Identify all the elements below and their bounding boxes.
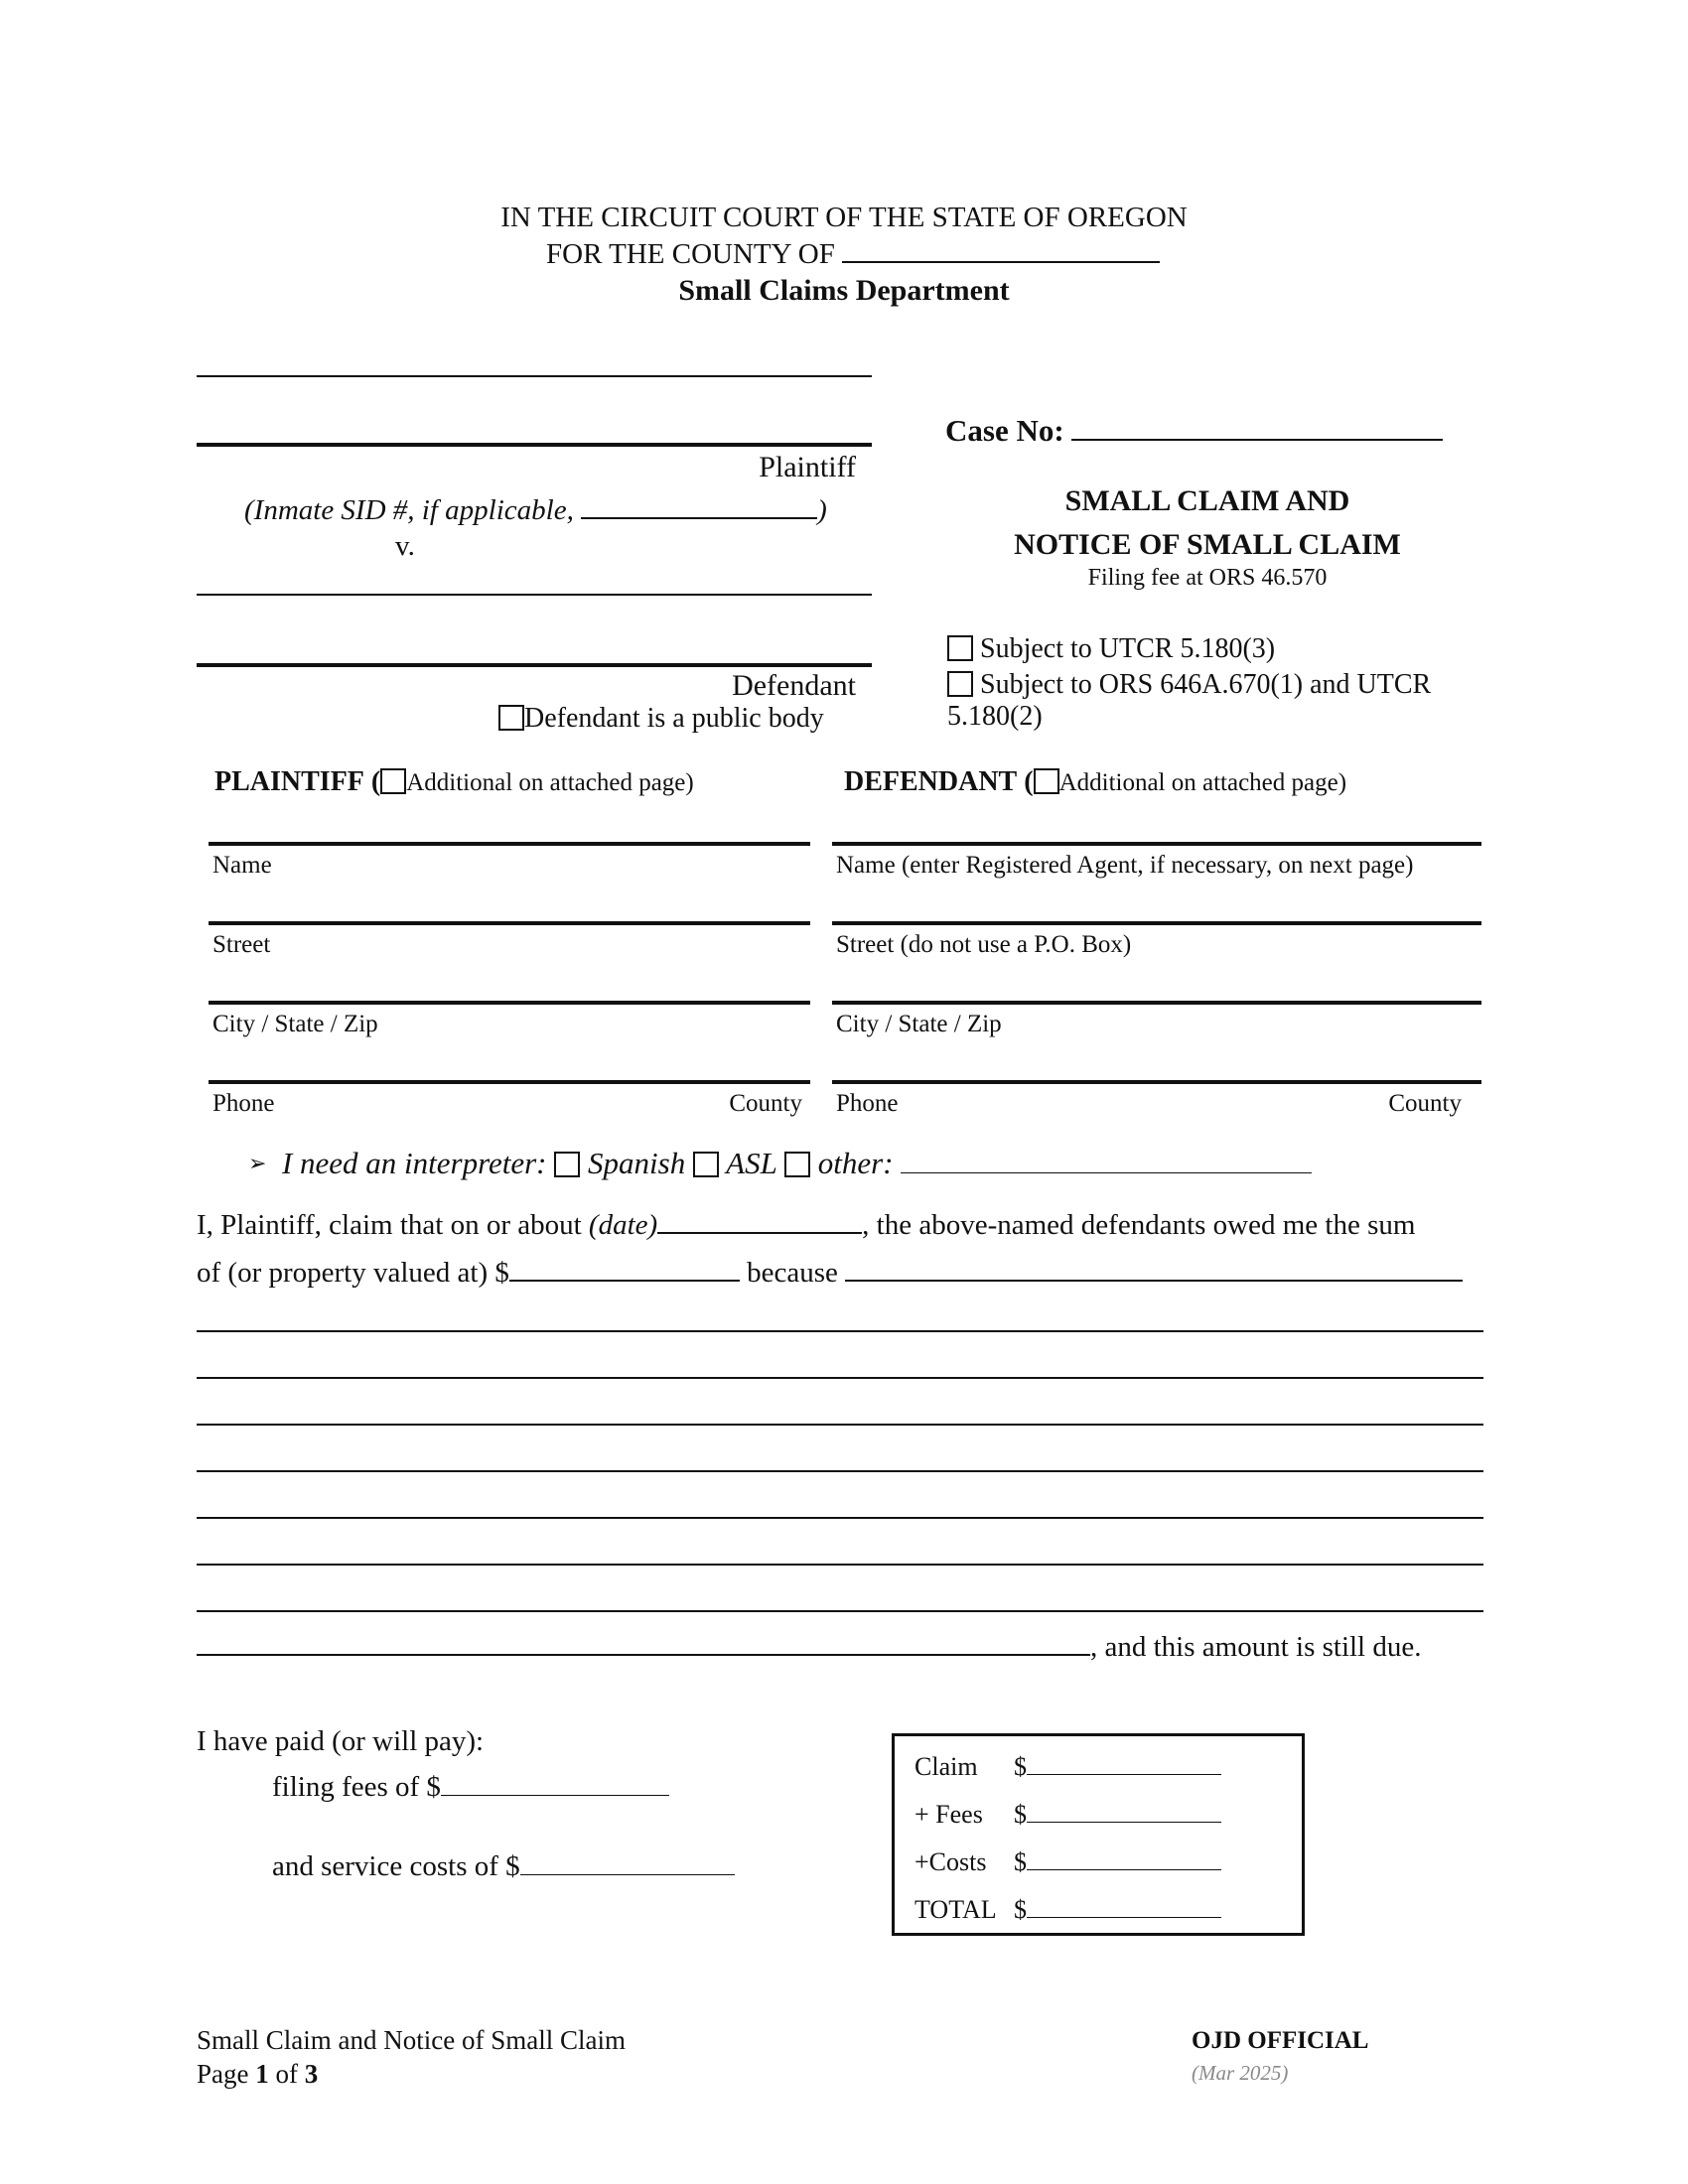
claim-reason-line-6[interactable]	[197, 1564, 1483, 1566]
filing-fees-field[interactable]	[441, 1795, 669, 1796]
totals-total-field[interactable]	[1027, 1917, 1221, 1918]
court-line: IN THE CIRCUIT COURT OF THE STATE OF OREGON	[500, 202, 1188, 233]
plaintiff-street-field[interactable]	[209, 921, 810, 925]
interpreter-spanish-checkbox[interactable]	[554, 1152, 580, 1177]
defendant-name-field[interactable]	[832, 842, 1481, 846]
interpreter-asl-checkbox[interactable]	[693, 1152, 719, 1177]
footer-page-number: Page 1 of 3	[197, 2059, 319, 2089]
county-line: FOR THE COUNTY OF	[546, 238, 1160, 271]
subject-utcr-checkbox[interactable]	[947, 635, 973, 661]
interpreter-row: ➢ I need an interpreter: Spanish ASL other:	[248, 1146, 1312, 1181]
plaintiff-caption-label: Plaintiff	[759, 451, 856, 483]
claim-reason-line-5[interactable]	[197, 1517, 1483, 1519]
defendant-street-field[interactable]	[832, 921, 1481, 925]
plaintiff-phone-field[interactable]	[209, 1080, 810, 1084]
totals-box	[892, 1733, 1305, 1936]
subject-ors-continued: 5.180(2)	[947, 701, 1043, 732]
plaintiff-county-label: County	[729, 1090, 802, 1117]
county-field[interactable]	[842, 261, 1160, 263]
claim-reason-field[interactable]	[845, 1280, 1463, 1282]
defendant-additional-checkbox[interactable]	[1034, 768, 1059, 794]
plaintiff-city-label: City / State / Zip	[212, 1011, 378, 1037]
defendant-county-label: County	[1388, 1090, 1462, 1117]
claim-reason-line-8[interactable]	[197, 1654, 1090, 1656]
defendant-name-line-2[interactable]	[197, 663, 872, 667]
service-costs-field[interactable]	[520, 1874, 735, 1875]
plaintiff-name-label: Name	[212, 852, 272, 879]
totals-fees-row: + Fees $	[914, 1800, 1221, 1830]
case-no-field[interactable]	[1071, 439, 1443, 441]
department-title: Small Claims Department	[678, 274, 1010, 307]
claim-amount-field[interactable]	[509, 1280, 740, 1282]
interpreter-other-field[interactable]	[901, 1172, 1312, 1173]
defendant-city-field[interactable]	[832, 1001, 1481, 1005]
form-title-line-1: SMALL CLAIM AND	[1064, 484, 1350, 517]
totals-claim-field[interactable]	[1027, 1774, 1221, 1775]
plaintiff-block-heading: PLAINTIFF ( Additional on attached page)	[214, 766, 694, 797]
defendant-phone-field[interactable]	[832, 1080, 1481, 1084]
form-title-line-2: NOTICE OF SMALL CLAIM	[1014, 528, 1401, 561]
inmate-sid-field[interactable]	[581, 517, 817, 519]
paid-label: I have paid (or will pay):	[197, 1725, 485, 1757]
claim-line-1: I, Plaintiff, claim that on or about (date) , the above-named defendants owed me the sum	[197, 1209, 1416, 1241]
totals-total-row: TOTAL $	[914, 1895, 1221, 1925]
defendant-name-line-1[interactable]	[197, 594, 872, 596]
claim-date-field[interactable]	[657, 1232, 862, 1234]
arrow-bullet-icon: ➢	[248, 1151, 267, 1175]
claim-line-2: of (or property valued at) $ because	[197, 1257, 1463, 1290]
defendant-phone-label: Phone	[836, 1090, 899, 1117]
defendant-block-heading: DEFENDANT ( Additional on attached page)	[844, 766, 1347, 797]
claim-closing-row: , and this amount is still due.	[197, 1631, 1422, 1664]
claim-reason-line-4[interactable]	[197, 1470, 1483, 1472]
totals-costs-field[interactable]	[1027, 1869, 1221, 1870]
plaintiff-street-label: Street	[212, 931, 271, 958]
claim-reason-line-7[interactable]	[197, 1610, 1483, 1612]
footer-revision-date: (Mar 2025)	[1192, 2061, 1289, 2085]
totals-fees-field[interactable]	[1027, 1822, 1221, 1823]
filing-fees-row: filing fees of $	[272, 1771, 669, 1804]
defendant-caption-label: Defendant	[732, 669, 856, 702]
interpreter-other-checkbox[interactable]	[784, 1152, 810, 1177]
footer-official-label: OJD OFFICIAL	[1192, 2027, 1369, 2054]
defendant-street-label: Street (do not use a P.O. Box)	[836, 931, 1132, 958]
plaintiff-additional-checkbox[interactable]	[380, 768, 406, 794]
defendant-name-label: Name (enter Registered Agent, if necessary, on next page)	[836, 852, 1414, 879]
plaintiff-city-field[interactable]	[209, 1001, 810, 1005]
public-body-checkbox[interactable]	[498, 705, 524, 731]
footer-form-name: Small Claim and Notice of Small Claim	[197, 2025, 626, 2055]
claim-reason-line-1[interactable]	[197, 1330, 1483, 1332]
plaintiff-phone-label: Phone	[212, 1090, 275, 1117]
inmate-sid-line: (Inmate SID #, if applicable, )	[244, 494, 827, 526]
versus-label: v.	[395, 530, 415, 562]
case-no-row: Case No:	[945, 413, 1443, 449]
defendant-city-label: City / State / Zip	[836, 1011, 1002, 1037]
plaintiff-name-field[interactable]	[209, 842, 810, 846]
totals-claim-row: Claim $	[914, 1752, 1221, 1782]
court-heading	[397, 202, 1291, 234]
service-costs-row: and service costs of $	[272, 1850, 735, 1883]
public-body-row: Defendant is a public body	[498, 703, 824, 735]
totals-costs-row: +Costs $	[914, 1847, 1221, 1877]
claim-reason-line-3[interactable]	[197, 1424, 1483, 1426]
subject-ors-checkbox[interactable]	[947, 671, 973, 697]
plaintiff-name-line-1[interactable]	[197, 375, 872, 377]
subject-utcr-row: Subject to UTCR 5.180(3)	[947, 633, 1275, 665]
plaintiff-name-line-2[interactable]	[197, 443, 872, 447]
subject-ors-row: Subject to ORS 646A.670(1) and UTCR	[947, 669, 1431, 701]
claim-reason-line-2[interactable]	[197, 1377, 1483, 1379]
filing-fee-note: Filing fee at ORS 46.570	[1087, 565, 1328, 591]
